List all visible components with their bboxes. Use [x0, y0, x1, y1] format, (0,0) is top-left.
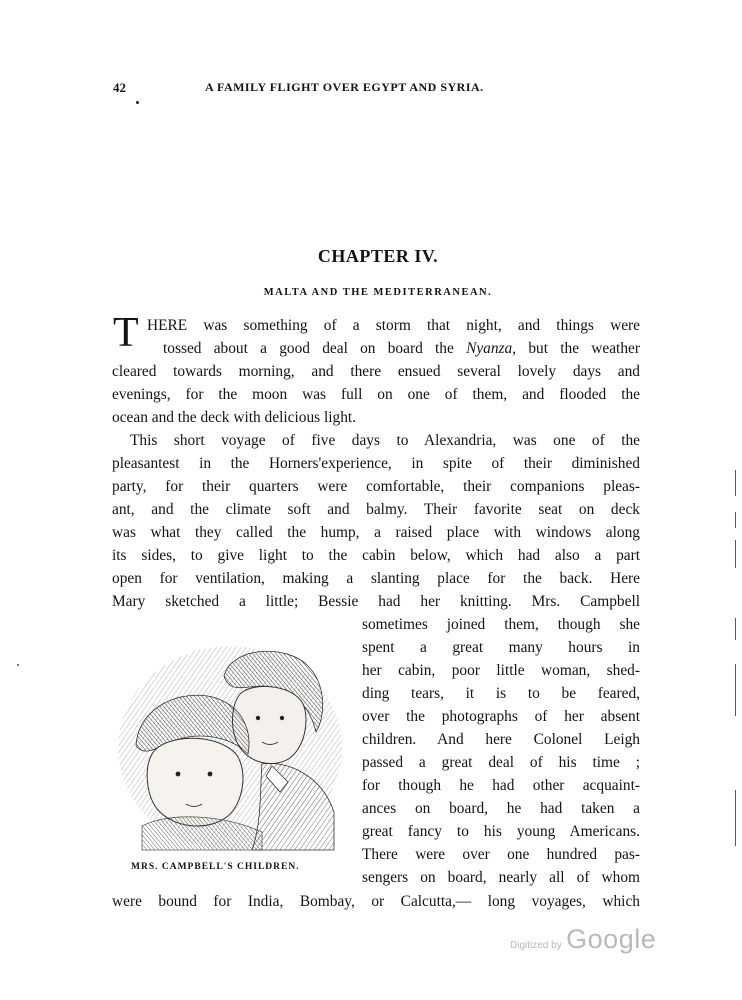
text-line: ocean and the deck with delicious light.	[112, 409, 357, 426]
text-line: ances on board, he had taken a	[362, 800, 640, 817]
text-line: sengers on board, nearly all of whom	[362, 869, 640, 886]
text-line: This short voyage of five days to Alexandria, was one of the	[130, 432, 640, 449]
text-line: spent a great many hours in	[362, 639, 640, 656]
scan-margin-mark	[735, 790, 736, 846]
scan-margin-mark	[735, 618, 736, 640]
children-engraving-illustration	[112, 636, 344, 852]
text-line: its sides, to give light to the cabin below, which had also a part	[112, 547, 640, 564]
scan-margin-mark	[735, 512, 736, 528]
text-line: passed a great deal of his time ;	[362, 754, 640, 771]
text-line: great fancy to his young Americans.	[362, 823, 640, 840]
text-line: pleasantest in the Horners'experience, in spite of their diminished	[112, 455, 640, 472]
text-line: tossed about a good deal on board the Nyanza, but the weather	[163, 340, 640, 357]
text-line: children. And here Colonel Leigh	[362, 731, 640, 748]
text-line: for though he had other acquaint-	[362, 777, 640, 794]
text-line: party, for their quarters were comfortable, their companions pleas-	[112, 478, 640, 495]
page-number: 42	[113, 80, 126, 95]
text-line: open for ventilation, making a slanting place for the back. Here	[112, 570, 640, 587]
text-line: sometimes joined them, though she	[362, 616, 640, 633]
text-line: There were over one hundred pas-	[362, 846, 640, 863]
text-line: were bound for India, Bombay, or Calcutta,— long voyages, which	[112, 893, 640, 910]
scan-margin-mark	[735, 664, 736, 716]
ink-speck	[17, 664, 19, 666]
drop-cap: T	[113, 310, 139, 356]
text-line: HERE was something of a storm that night, and things were	[147, 317, 640, 334]
google-watermark	[510, 924, 656, 955]
scan-margin-mark	[735, 470, 736, 496]
text-line: over the photographs of her absent	[362, 708, 640, 725]
text-line: Mary sketched a little; Bessie had her knitting. Mrs. Campbell	[112, 593, 640, 610]
illustration-caption: MRS. CAMPBELL'S CHILDREN.	[131, 862, 300, 872]
text-line: was what they called the hump, a raised place with windows along	[112, 524, 640, 541]
chapter-subtitle: MALTA AND THE MEDITERRANEAN.	[263, 287, 493, 298]
google-logo: Google	[566, 924, 657, 954]
running-title: A FAMILY FLIGHT OVER EGYPT AND SYRIA.	[205, 80, 484, 94]
text-line: ant, and the climate soft and balmy. Their favorite seat on deck	[112, 501, 640, 518]
text-line: evenings, for the moon was full on one of them, and flooded the	[112, 386, 640, 403]
ink-speck	[136, 101, 139, 104]
text-line: cleared towards morning, and there ensued several lovely days and	[112, 363, 640, 380]
ship-name: Nyanza	[466, 340, 513, 357]
watermark-prefix: Digitized by	[510, 940, 562, 951]
text-line: ding tears, it is to be feared,	[362, 685, 640, 702]
scan-margin-mark	[735, 540, 736, 568]
chapter-title: CHAPTER IV.	[317, 246, 439, 266]
text-line: her cabin, poor little woman, shed-	[362, 662, 640, 679]
